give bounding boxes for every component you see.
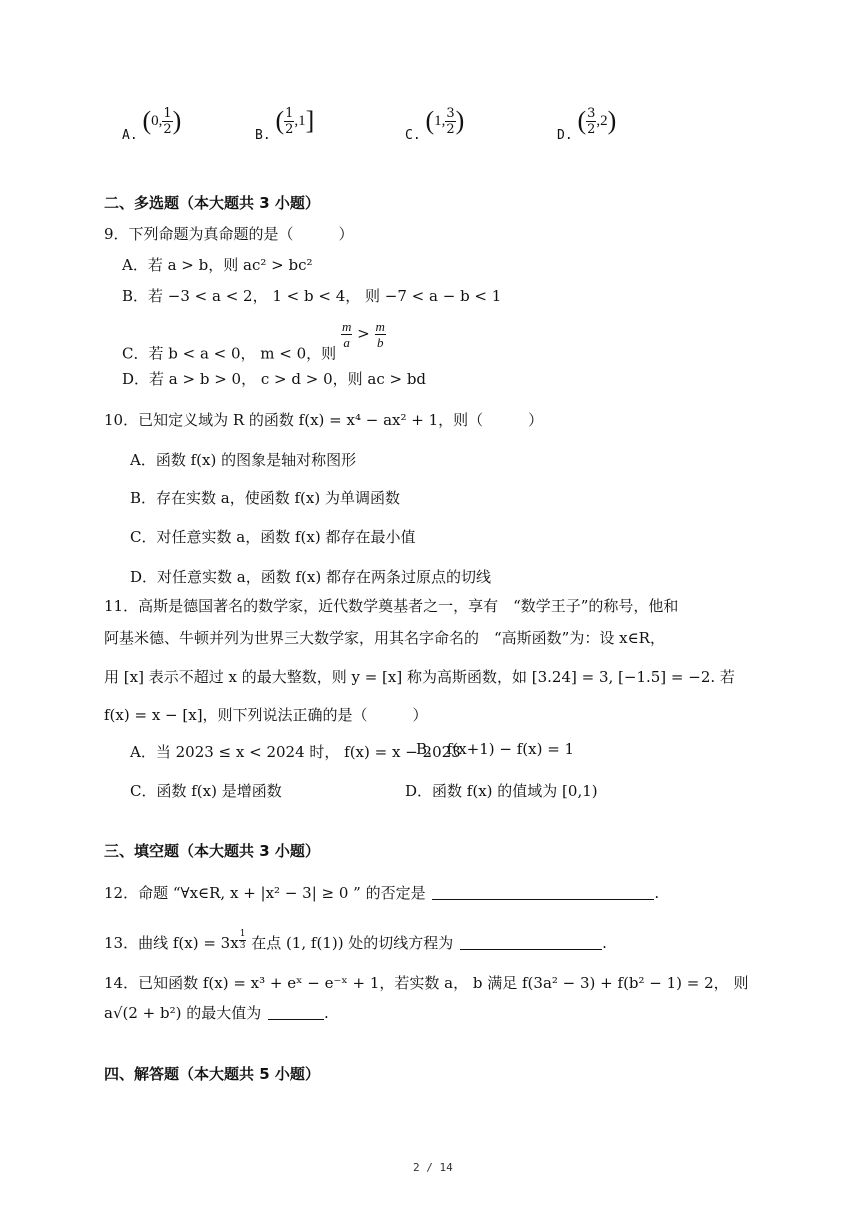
page-number: 2 / 14 (413, 1161, 453, 1174)
left-paren-icon: ( (142, 106, 152, 135)
section-title-solve: 四、解答题（本大题共 5 小题） (104, 1065, 320, 1083)
fraction-numerator: 1 (239, 929, 246, 939)
q8-c-left-value: 1, (434, 113, 446, 129)
answer-blank[interactable] (268, 1005, 324, 1020)
fraction (162, 107, 172, 136)
fraction-numerator: m (375, 319, 385, 334)
right-paren-icon: ) (607, 106, 617, 135)
q8-option-a (122, 106, 181, 143)
fraction-denominator: 2 (587, 121, 596, 137)
q10-stem: 10．已知定义域为 R 的函数 f(x) = x⁴ − ax² + 1，则（ ） (104, 411, 544, 429)
q8-option-c-label: C. (405, 128, 421, 143)
right-paren-icon: ) (172, 106, 182, 135)
q8-option-b (255, 106, 314, 143)
fraction-denominator: 2 (163, 121, 172, 137)
fraction-numerator: m (341, 319, 352, 334)
greater-than-sign: > (357, 324, 370, 343)
q8-option-d (557, 106, 616, 143)
q11-line-2: 阿基米德、牛顿并列为世界三大数学家，用其名字命名的 “高斯函数”为：设 x∈R， (104, 629, 665, 647)
q11-option-b: B． f(x+1) − f(x) = 1 (416, 740, 575, 758)
q9-option-c-prefix: C．若 b < a < 0， m < 0，则 (122, 344, 337, 363)
fraction-numerator: 1 (285, 105, 294, 121)
q11-option-c: C．函数 f(x) 是增函数 (130, 782, 282, 800)
fraction-denominator: 3 (239, 941, 246, 951)
q12-text: 12．命题 “∀x∈R, x + |x² − 3| ≥ 0 ” 的否定是 (104, 884, 426, 902)
q8-a-left-value: 0, (151, 113, 163, 129)
q8-option-d-label: D. (557, 128, 573, 143)
period: . (654, 884, 660, 902)
q9-option-d: D．若 a > b > 0， c > d > 0，则 ac > bd (122, 370, 427, 388)
q11-option-a: A．当 2023 ≤ x < 2024 时， f(x) = x − 2023 (130, 743, 461, 761)
q9-stem: 9．下列命题为真命题的是（ ） (104, 225, 354, 243)
q11-line-3: 用 [x] 表示不超过 x 的最大整数，则 y = [x] 称为高斯函数，如 [3.24] = 3, [−1.5] = −2. 若 (104, 668, 735, 686)
fraction-denominator: 2 (446, 121, 455, 137)
fraction-denominator: 2 (285, 121, 294, 137)
q10-option-d: D．对任意实数 a，函数 f(x) 都存在两条过原点的切线 (130, 568, 491, 586)
fraction (375, 320, 386, 349)
q11-line-1: 11．高斯是德国著名的数学家，近代数学奠基者之一，享有 “数学王子”的称号，他和 (104, 597, 679, 615)
fraction (341, 320, 352, 349)
q12 (104, 882, 659, 903)
q8-option-a-label: A. (122, 128, 138, 143)
period: . (324, 1004, 329, 1022)
q10-option-a: A．函数 f(x) 的图象是轴对称图形 (130, 451, 357, 469)
fraction-numerator: 3 (587, 105, 596, 121)
fraction-denominator: a (343, 335, 350, 350)
fraction-denominator: b (376, 335, 384, 350)
right-paren-icon: ) (455, 106, 465, 135)
q8-b-right-value: ,1 (294, 113, 306, 129)
q14-line-2-text: a√(2 + b²) 的最大值为 (104, 1004, 262, 1022)
section-title-fill-in: 三、填空题（本大题共 3 小题） (104, 842, 320, 860)
fraction-numerator: 1 (163, 105, 172, 121)
fraction (445, 107, 455, 136)
answer-blank[interactable] (432, 885, 654, 900)
answer-blank[interactable] (460, 935, 602, 950)
q8-option-c (405, 106, 464, 143)
q10-option-b: B．存在实数 a，使函数 f(x) 为单调函数 (130, 489, 400, 507)
q11-option-d: D．函数 f(x) 的值域为 [0,1) (405, 782, 598, 800)
q8-d-right-value: ,2 (596, 113, 608, 129)
period: . (602, 934, 607, 952)
q11-line-4: f(x) = x − [x]，则下列说法正确的是（ ） (104, 706, 428, 724)
q13 (104, 930, 607, 953)
q14-line-1: 14．已知函数 f(x) = x³ + eˣ − e⁻ˣ + 1，若实数 a， b 满足 f(3a² − 3) + f(b² − 1) = 2， 则 (104, 974, 749, 992)
q9-option-a: A．若 a > b，则 ac² > bc² (122, 256, 313, 274)
section-title-multiple-choice: 二、多选题（本大题共 3 小题） (104, 194, 320, 212)
q9-option-b: B．若 −3 < a < 2， 1 < b < 4， 则 −7 < a − b < 1 (122, 287, 502, 305)
left-paren-icon: ( (577, 106, 587, 135)
right-bracket-icon: ] (305, 106, 315, 135)
fraction (284, 107, 294, 136)
q8-option-b-label: B. (255, 128, 271, 143)
left-paren-icon: ( (275, 106, 285, 135)
fraction (586, 107, 596, 136)
q13-suffix: 在点 (1, f(1)) 处的切线方程为 (246, 934, 454, 952)
q13-prefix: 13．曲线 f(x) = 3x (104, 934, 239, 952)
q14-line-2 (104, 1002, 329, 1023)
q9-option-c (122, 320, 386, 364)
fraction-numerator: 3 (446, 105, 455, 121)
left-paren-icon: ( (425, 106, 435, 135)
q10-option-c: C．对任意实数 a，函数 f(x) 都存在最小值 (130, 528, 416, 546)
